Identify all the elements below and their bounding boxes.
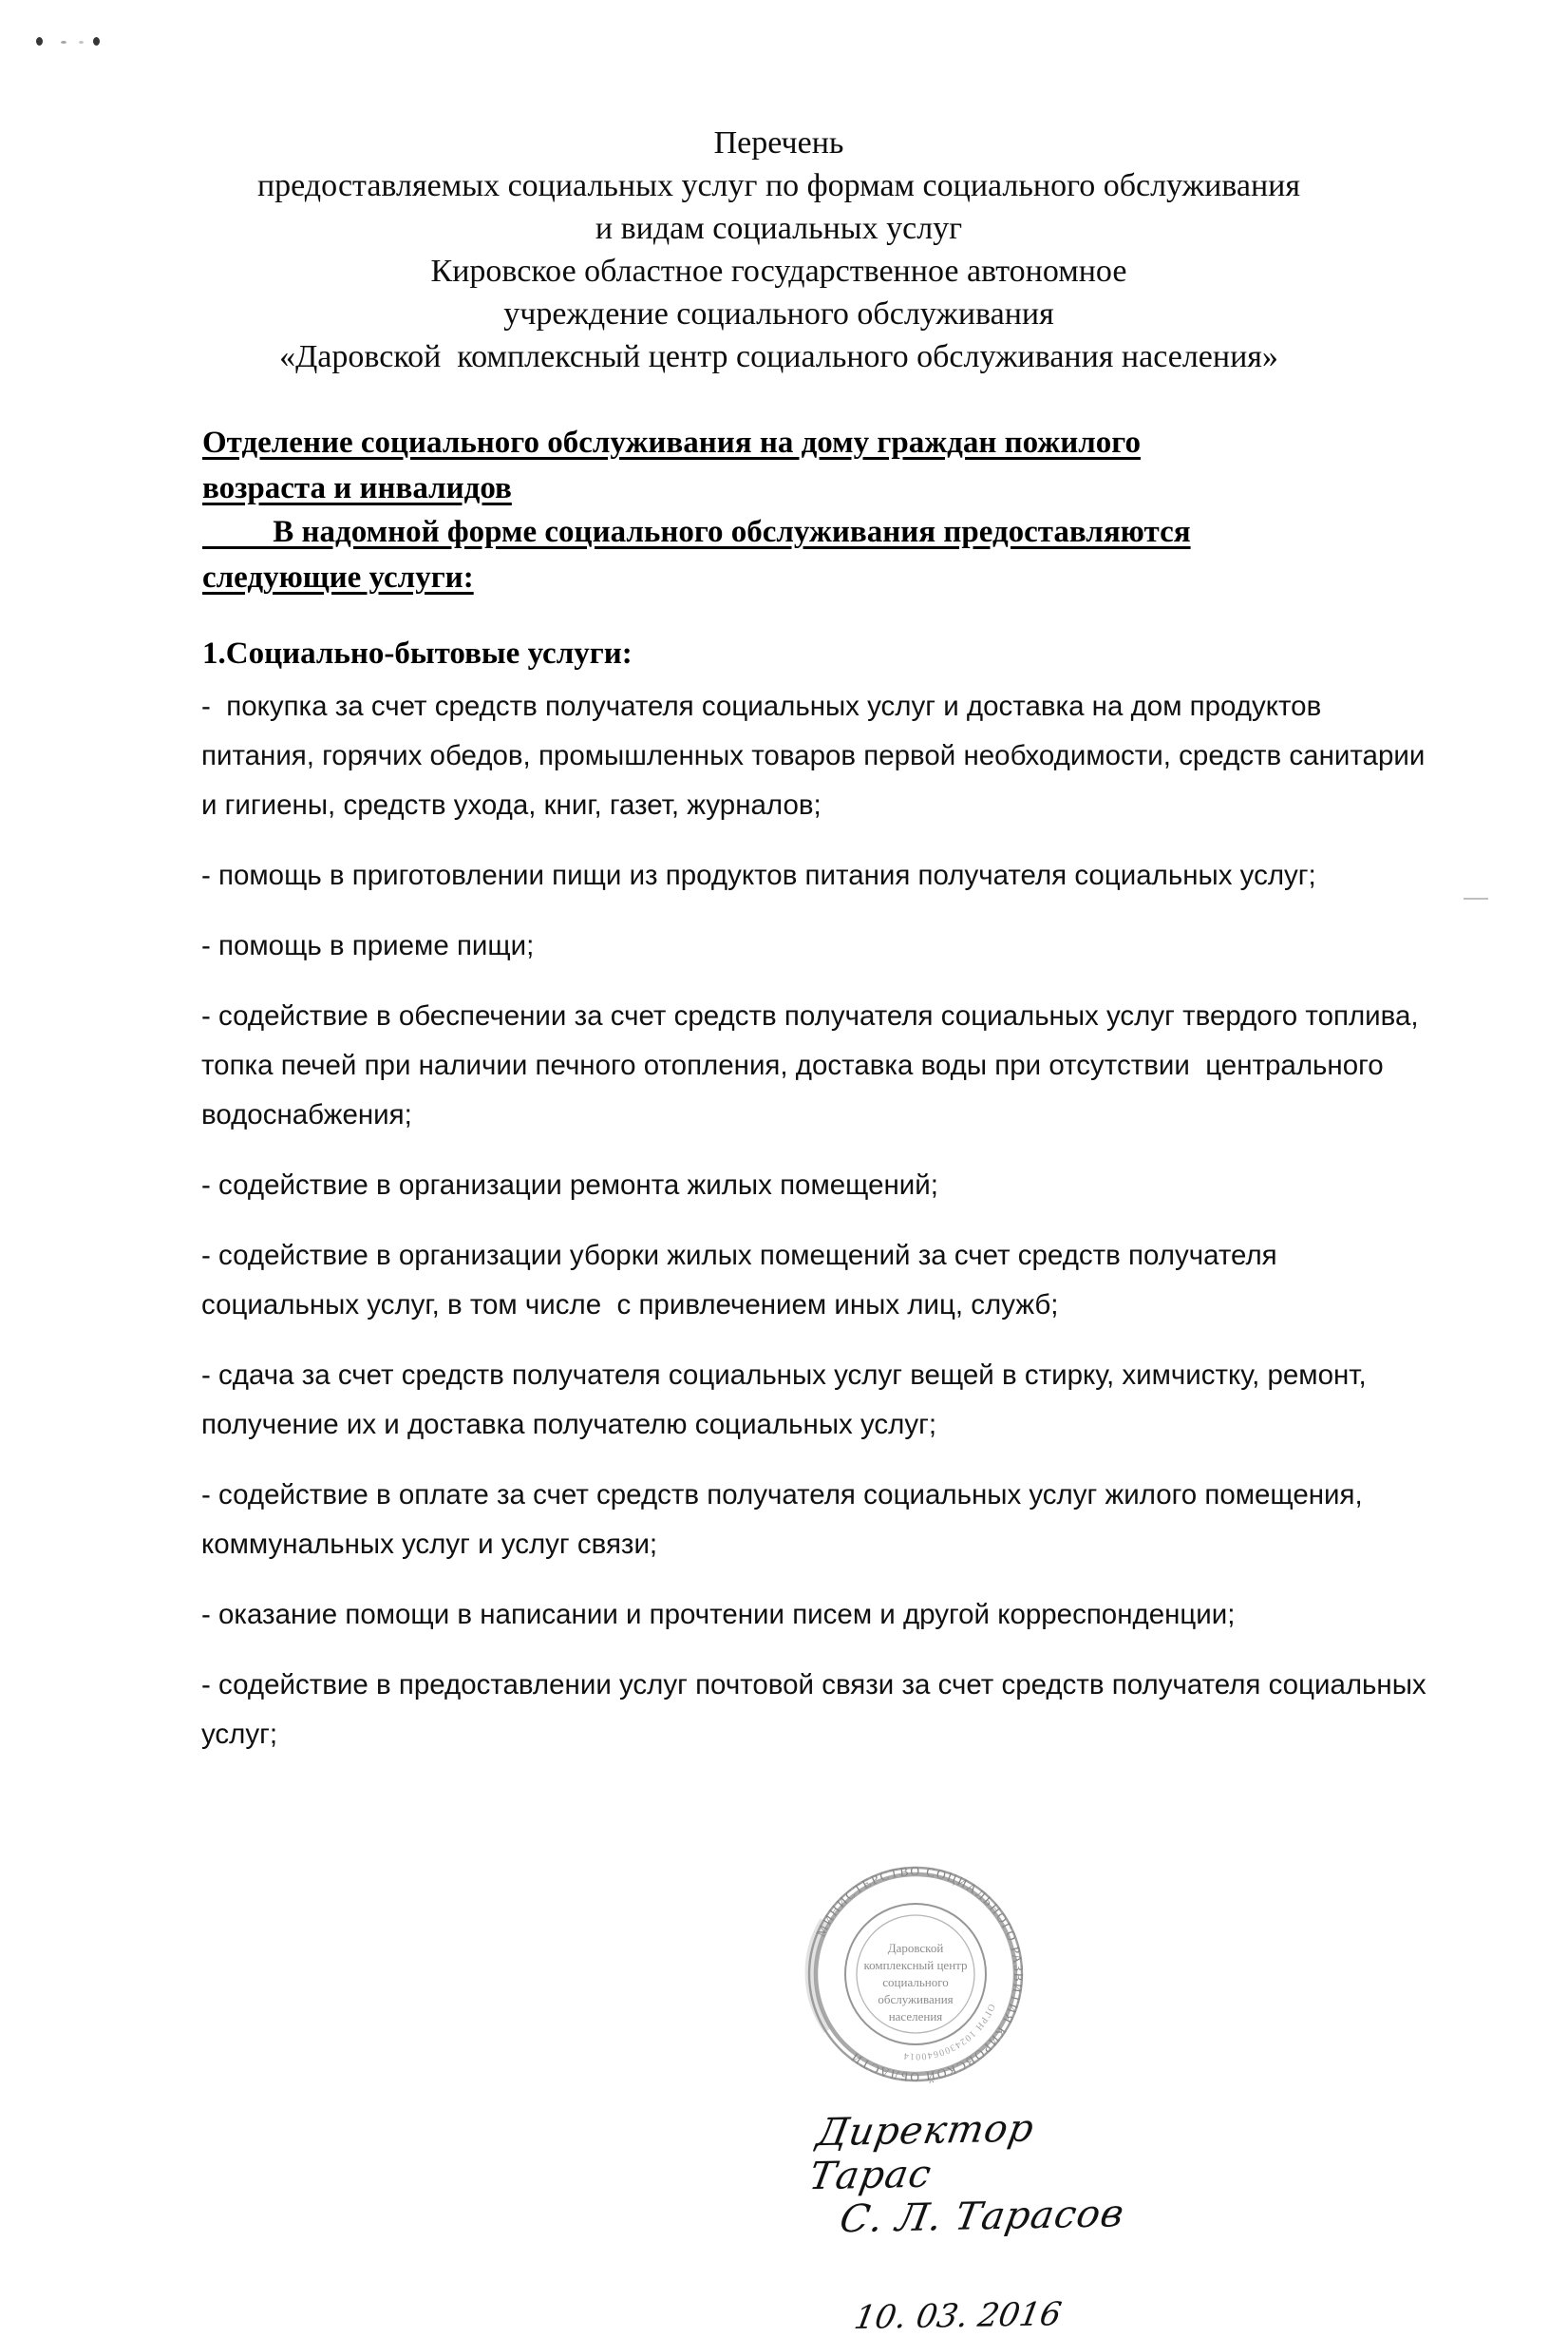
official-round-stamp	[796, 1854, 1035, 2094]
title-line-4: Кировское областное государственное автономное	[430, 254, 1127, 289]
svg-text:ОГРН 1024300640014	[902, 2003, 996, 2062]
list-item: - содействие в предоставлении услуг почтовой связи за счет средств получателя социальных услуг;	[201, 1669, 1434, 1750]
stamp-inner-line-3: социального	[882, 1975, 949, 1989]
list-item: - оказание помощи в написании и прочтении писем и другой корреспонденции;	[201, 1599, 1236, 1630]
list-item: - помощь в приготовлении пищи из продуктов питания получателя социальных услуг;	[201, 860, 1316, 891]
subsection-heading-social-household: 1.Социально-бытовые услуги:	[202, 636, 633, 671]
svg-text:МИНИСТЕРСТВО СОЦИАЛЬНОГО РАЗВИ	[813, 1864, 1026, 2084]
list-item: - покупка за счет средств получателя социальных услуг и доставка на дом продуктов питания, горячих обедов, промышленных товаров первой необходимости, средств санитарии и гигиены, средств ухода, книг, газет, журналов;	[201, 691, 1433, 821]
document-title-block	[142, 122, 1415, 378]
list-item: - помощь в приеме пищи;	[201, 930, 535, 961]
signature-printed-name: С. Л. Тарасов	[836, 2192, 1128, 2242]
signature-date: 10. 03. 2016	[851, 2295, 1065, 2337]
heading-2-line-2: следующие услуги:	[202, 560, 474, 595]
scan-speck-2	[61, 41, 66, 44]
stamp-inner-line-2: комплексный центр	[863, 1958, 968, 1972]
stamp-inner-line-1: Даровской	[887, 1941, 944, 1955]
list-item: - содействие в организации уборки жилых помещений за счет средств получателя социальных услуг, в том числе с привлечением иных лиц, служб;	[201, 1240, 1285, 1320]
title-line-1: Перечень	[713, 125, 844, 161]
list-item: - содействие в оплате за счет средств получателя социальных услуг жилого помещения, коммунальных услуг и услуг связи;	[201, 1479, 1370, 1560]
heading-1-line-1: Отделение социального обслуживания на дому граждан пожилого	[202, 426, 1141, 460]
signature-block	[731, 2069, 1453, 2337]
signature-role-label: Директор	[813, 2106, 1038, 2156]
title-line-5: учреждение социального обслуживания	[503, 296, 1054, 332]
stamp-code-text: ОГРН 1024300640014	[902, 2002, 997, 2062]
scan-edge-mark	[1464, 898, 1488, 900]
title-line-2: предоставляемых социальных услуг по формам социального обслуживания	[256, 168, 1301, 203]
list-item: - содействие в обеспечении за счет средств получателя социальных услуг твердого топлива, топка печей при наличии печного отопления, доставка воды при отсутствии центрального водоснабжения;	[201, 1000, 1426, 1130]
heading-1-line-2: возраста и инвалидов	[202, 471, 512, 505]
title-line-3: и видам социальных услуг	[595, 211, 963, 246]
signature-mark: Тарас	[805, 2152, 935, 2199]
section-heading-home-form	[202, 509, 1418, 600]
stamp-inner-line-4: обслуживания	[878, 1992, 954, 2006]
list-item: - содействие в организации ремонта жилых помещений;	[201, 1169, 938, 1201]
stamp-outer-text: МИНИСТЕРСТВО СОЦИАЛЬНОГО РАЗВИТИЯ КИРОВСКОЙ ОБЛАСТИ	[813, 1863, 1027, 2085]
service-list	[201, 682, 1434, 1759]
stamp-inner-line-5: населения	[888, 2009, 943, 2024]
signature-line	[712, 2054, 1475, 2288]
heading-2-line-1: В надомной форме социального обслуживания предоставляются	[202, 515, 1191, 549]
title-line-6: «Даровской комплексный центр социального обслуживания населения»	[279, 339, 1278, 374]
scan-speck-1	[36, 37, 43, 46]
scan-speck-3	[79, 41, 84, 44]
section-heading-department	[202, 420, 1399, 511]
scan-speck-4	[93, 37, 100, 46]
scan-artifact	[36, 36, 112, 46]
list-item: - сдача за счет средств получателя социальных услуг вещей в стирку, химчистку, ремонт, получение их и доставка получателю социальных услуг;	[201, 1359, 1374, 1440]
